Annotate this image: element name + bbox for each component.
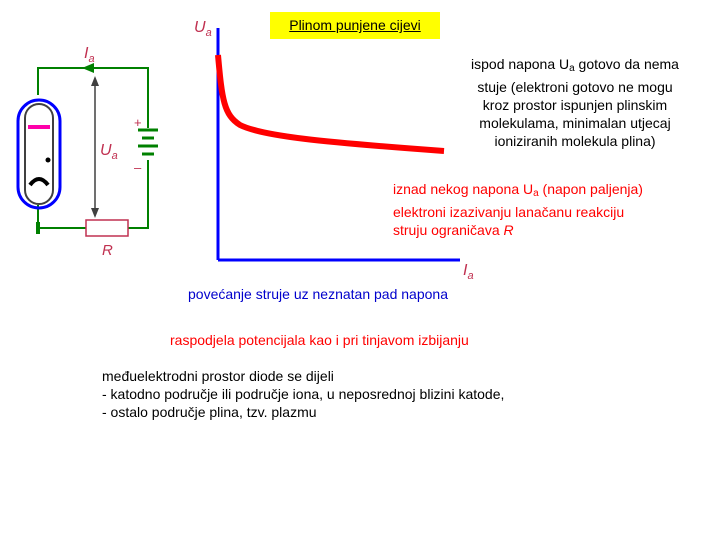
above-voltage-line-3: struju ograničava [393, 222, 504, 238]
space-division-line-1: međuelektrodni prostor diode se dijeli [102, 368, 334, 384]
resistor [86, 220, 128, 236]
plus-sign: + [134, 115, 142, 130]
annotation-current-increase: povećanje struje uz neznatan pad napona [188, 286, 448, 302]
space-division-line-3: - ostalo područje plina, tzv. plazmu [102, 404, 317, 420]
above-voltage-r: R [503, 222, 514, 238]
below-voltage-line-3: kroz prostor ispunjen plinskim [482, 97, 668, 113]
space-division-line-2: - katodno područje ili područje iona, u neposrednoj blizini katode, [102, 386, 505, 402]
battery [138, 130, 158, 154]
above-voltage-line-1b: (napon paljenja) [538, 181, 643, 197]
axis-label-ia: $I_a$ [463, 262, 474, 282]
cathode [30, 179, 48, 185]
circuit-label-ia: $I_a$ [84, 45, 95, 65]
top-wire [38, 68, 148, 128]
annotation-potential-distribution: raspodjela potencijala kao i pri tinjavom izbijanju [170, 332, 469, 348]
title-label: Plinom punjene cijevi [270, 12, 440, 39]
below-voltage-line-2: stuje (elektroni gotovo ne mogu [477, 79, 673, 95]
above-voltage-line-1a: iznad nekog napona U [393, 181, 534, 197]
below-voltage-line-1a: ispod napona U [471, 56, 570, 72]
axis-label-ua: $U_a$ [194, 19, 212, 39]
annotation-below-voltage [440, 55, 710, 150]
above-voltage-line-2: elektroni izazivanju lanačanu reakciju [393, 204, 625, 220]
below-voltage-line-5: ioniziranih molekula plina) [494, 133, 656, 149]
annotation-space-division [102, 367, 662, 421]
tube-inner [25, 104, 53, 204]
voltage-arrow-head-bottom [91, 208, 99, 218]
resistor-label: R [102, 242, 113, 259]
below-voltage-sub: a [569, 63, 575, 74]
circuit [38, 68, 148, 228]
above-voltage-sub: a [533, 188, 539, 199]
minus-sign: – [134, 160, 142, 175]
circuit-label-ua: $U_a$ [100, 142, 118, 162]
annotation-above-voltage [393, 180, 713, 239]
below-voltage-line-4: molekulama, minimalan utjecaj [479, 115, 671, 131]
gas-tube [18, 100, 60, 208]
gas-particle [46, 158, 51, 163]
characteristic-curve [218, 55, 444, 151]
voltage-arrow-head-top [91, 76, 99, 86]
below-voltage-line-1b: gotovo da nema [574, 56, 679, 72]
